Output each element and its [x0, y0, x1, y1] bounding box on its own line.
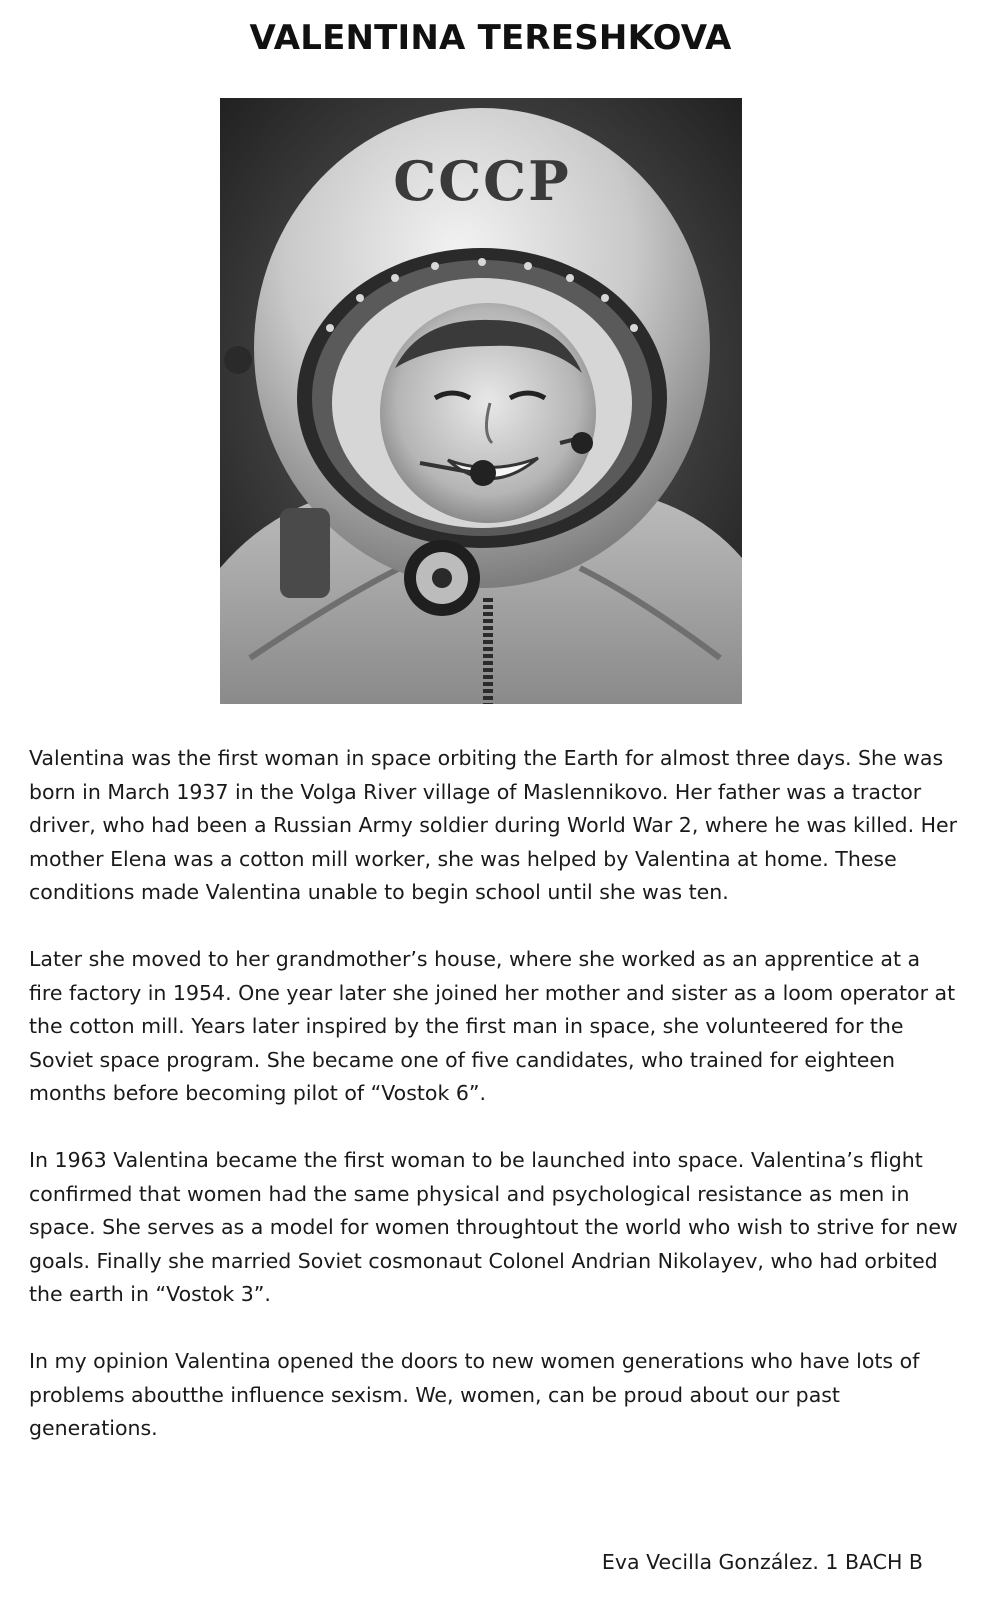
- article-body: [29, 742, 959, 1446]
- paragraph-4: In my opinion Valentina opened the doors to new women generations who have lots of problems aboutthe influence sexism. We, women, can be proud about our past generations.: [29, 1348, 920, 1441]
- paragraph-3: In 1963 Valentina became the first woman to be launched into space. Valentina’s flight confirmed that women had the same physical and psychological resistance as men in space. She serves as a model for women throughtout the world who wish to strive for new goals. Finally she married Soviet cosmonaut Colonel Andrian Nikolayev, who had orbited the earth in “Vostok 3”.: [29, 1147, 958, 1307]
- paragraph-2: Later she moved to her grandmother’s house, where she worked as an apprentice at a fire factory in 1954. One year later she joined her mother and sister as a loom operator at the cotton mill. Years later inspired by the first man in space, she volunteered for the Soviet space program. She became one of five candidates, who trained for eighteen months before becoming pilot of “Vostok 6”.: [29, 946, 956, 1106]
- cosmonaut-portrait-icon: [220, 98, 742, 704]
- cosmonaut-photo: [220, 98, 742, 704]
- author-signature: Eva Vecilla González. 1 BACH B: [601, 1550, 923, 1574]
- helmet-lettering: CCCP: [393, 149, 571, 213]
- page-title: VALENTINA TERESHKOVA: [249, 18, 732, 58]
- paragraph-1: Valentina was the first woman in space orbiting the Earth for almost three days. She was born in March 1937 in the Volga River village of Maslennikovo. Her father was a tractor driver, who had been a Russian Army soldier during World War 2, where he was killed. Her mother Elena was a cotton mill worker, she was helped by Valentina at home. These conditions made Valentina unable to begin school until she was ten.: [29, 746, 958, 905]
